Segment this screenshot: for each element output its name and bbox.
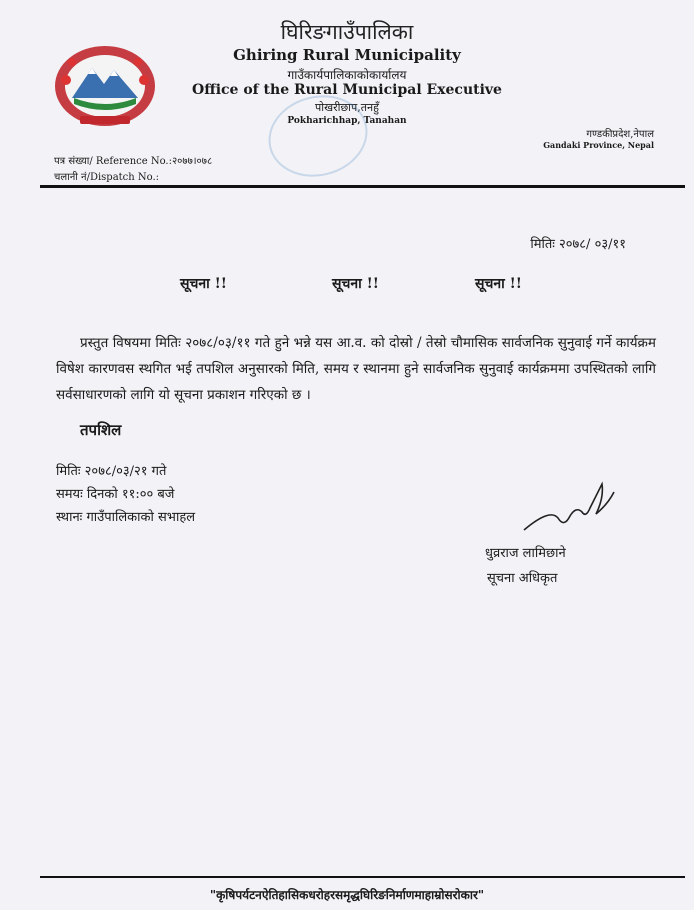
municipality-name-en: Ghiring Rural Municipality: [233, 46, 461, 64]
office-name-np: गाउँकार्यपालिकाकोकार्यालय: [287, 68, 407, 82]
details-heading: तपशिल: [80, 421, 122, 439]
signatory-role: सूचना अधिकृत: [487, 571, 558, 586]
letter-date: मितिः २०७८/ ०३/११: [530, 237, 626, 252]
office-name-en: Office of the Rural Municipal Executive: [192, 82, 502, 98]
signatory-name: धुव्रराज लामिछाने: [485, 546, 566, 561]
officer-stamp-icon: [501, 555, 609, 630]
signature-icon: [520, 478, 620, 548]
address-en: Pokharichhap, Tanahan: [287, 116, 407, 126]
notice-heading: सूचना !!: [475, 276, 522, 292]
footer-slogan: "कृषिपर्यटनऐतिहासिकधरोहरसमृद्धघिरिङनिर्माणमाहाम्रोसरोकार": [209, 888, 485, 902]
municipality-name-np: घिरिङगाउँपालिका: [280, 20, 414, 44]
footer-divider: [40, 876, 685, 878]
detail-venue: स्थानः गाउँपालिकाको सभाहल: [56, 510, 196, 525]
detail-time: समयः दिनको ११:०० बजे: [56, 487, 175, 502]
notice-body-text: प्रस्तुत विषयमा मितिः २०७८/०३/११ गते हुने भन्ने यस आ.व. को दोस्रो / तेस्रो चौमासिक सार्वजनिक सुनुवाई गर्ने कार्यक्रम विषेश कारणवस स्थगित भई तपशिल अनुसारको मिति, समय र स्थानमा हुने सार्वजनिक सुनुवाई कार्यक्रममा उपस्थितको लागि सर्वसाधारणको लागि यो सूचना प्रकाशन गरिएको छ ।: [56, 335, 656, 403]
header-divider: [40, 185, 685, 188]
address-np: पोखरीछाप,तनहुँ: [315, 101, 379, 114]
notice-heading: सूचना !!: [332, 276, 379, 292]
notice-body: [56, 330, 656, 408]
detail-date: मितिः २०७८/०३/२१ गते: [56, 464, 167, 479]
province-np: गण्डकीप्रदेश,नेपाल: [586, 129, 654, 140]
notice-heading: सूचना !!: [180, 276, 227, 292]
province-en: Gandaki Province, Nepal: [543, 140, 654, 150]
reference-number: पत्र संख्या/ Reference No.:२०७७।०७८: [54, 156, 213, 167]
dispatch-number: चलानी नं/Dispatch No.:: [54, 172, 160, 183]
